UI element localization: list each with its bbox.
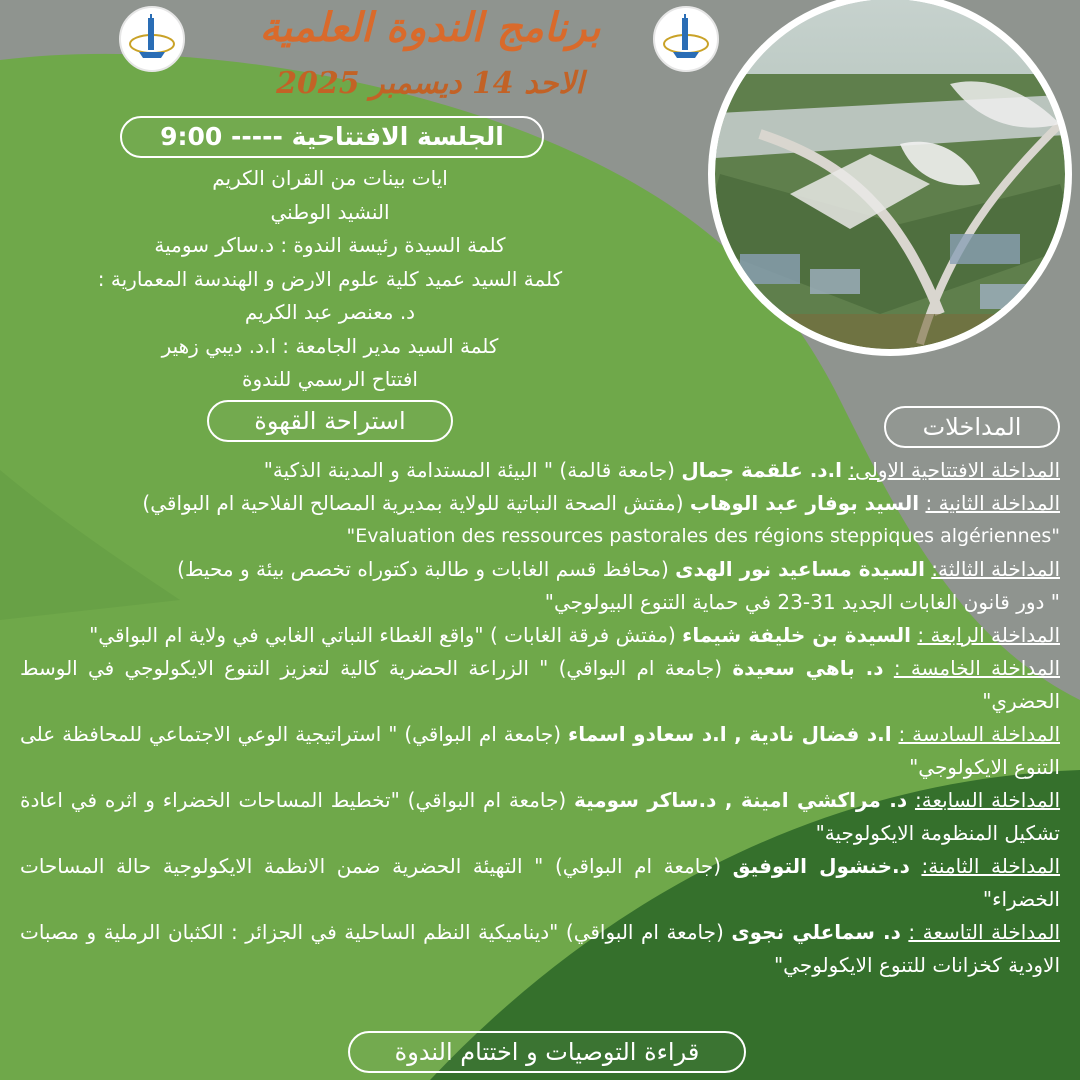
talk-details: (محافظ قسم الغابات و طالبة دكتوراه تخصص بيئة و محيط) [177, 557, 669, 581]
talk-speaker: د. باهي سعيدة [732, 656, 884, 680]
talk-speaker: ا.د. علقمة جمال [681, 458, 843, 482]
talk-details: (جامعة ام البواقي) " الزراعة الحضرية كالية لتعزيز التنوع الايكولوجي في الوسط الحضري" [20, 656, 1060, 713]
opening-item: النشيد الوطني [270, 199, 390, 224]
talk-item [20, 718, 1060, 784]
talk-item [20, 652, 1060, 718]
talk-heading: المداخلة التاسعة : [908, 920, 1060, 944]
opening-item: ايات بينات من القران الكريم [212, 166, 448, 190]
opening-item: كلمة السيد مدير الجامعة : ا.د. ديبي زهير [161, 333, 499, 358]
opening-item: د. معنصر عبد الكريم [244, 300, 416, 324]
university-logo-left [119, 6, 185, 72]
talk-heading: المداخلة الرابعة : [917, 623, 1060, 647]
talk-item [20, 487, 1060, 553]
talk-details: (جامعة ام البواقي) "تخطيط المساحات الخضراء و اثره في اعادة تشكيل المنظومة الايكولوجية" [20, 788, 1060, 845]
talk-title: " دور قانون الغابات الجديد 31-23 في حماية التنوع البيولوجي" [544, 590, 1060, 614]
talk-speaker: السيدة مساعيد نور الهدى [675, 557, 925, 581]
closing-label: قراءة التوصيات و اختتام الندوة [348, 1031, 746, 1073]
coffee-break-label: استراحة القهوة [207, 400, 453, 442]
talk-item [20, 850, 1060, 916]
talk-item [20, 784, 1060, 850]
talk-speaker: السيد بوفار عبد الوهاب [689, 491, 920, 515]
opening-item: افتتاح الرسمي للندوة [242, 367, 418, 391]
city-aerial-image [700, 0, 1080, 364]
talk-details: (جامعة ام البواقي) "ديناميكية النظم الساحلية في الجزائر : الكثبان الرملية و مصبات الاودية كخزانات للتنوع الايكولوجي" [20, 920, 1060, 977]
talk-item [20, 454, 1060, 487]
talk-speaker: ا.د فضال نادية , ا.د سعادو اسماء [567, 722, 892, 746]
talk-heading: المداخلة الثانية : [925, 491, 1060, 515]
talk-item [20, 553, 1060, 619]
talk-speaker: د. سماعلي نجوى [731, 920, 901, 944]
opening-session-list [40, 162, 620, 397]
talk-speaker: د. مراكشي امينة , د.ساكر سومية [574, 788, 908, 812]
talk-item [20, 619, 1060, 652]
talk-heading: المداخلة السادسة : [898, 722, 1061, 746]
talk-speaker: د.خنشول التوفيق [732, 854, 910, 878]
talk-heading: المداخلة الافتتاحية الاولى: [848, 458, 1060, 482]
talk-details: (جامعة قالمة) " البيئة المستدامة و المدينة الذكية" [263, 458, 675, 482]
talk-details: (جامعة ام البواقي) " التهيئة الحضرية ضمن الانظمة الايكولوجية حالة المساحات الخضراء" [20, 854, 1060, 911]
talk-heading: المداخلة الثالثة: [931, 557, 1060, 581]
opening-item: كلمة السيدة رئيسة الندوة : د.ساكر سومية [154, 233, 506, 257]
talk-heading: المداخلة الخامسة : [893, 656, 1061, 680]
talk-details: (مفتش فرقة الغابات ) "واقع الغطاء النباتي الغابي في ولاية ام البواقي" [89, 623, 676, 647]
program-title: برنامج الندوة العلمية [259, 4, 601, 51]
talk-details: (مفتش الصحة النباتية للولاية بمديرية المصالح الفلاحية ام البواقي) [142, 491, 684, 515]
talks-list [20, 454, 1060, 982]
university-logo-right [653, 6, 719, 72]
talk-item [20, 916, 1060, 982]
talk-heading: المداخلة السابعة: [914, 788, 1061, 812]
talk-heading: المداخلة الثامنة: [921, 854, 1061, 878]
talks-section-label: المداخلات [884, 406, 1060, 448]
opening-item: كلمة السيد عميد كلية علوم الارض و الهندسة المعمارية : [97, 266, 563, 291]
event-date: الاحد 14 ديسمبر 2025 [276, 66, 584, 101]
opening-session-label: الجلسة الافتتاحية ----- 9:00 [120, 116, 544, 158]
talk-title-french: "Evaluation des ressources pastorales des régions steppiques algériennes" [346, 525, 1060, 547]
talk-details: (جامعة ام البواقي) " استراتيجية الوعي الاجتماعي للمحافظة على التنوع الايكولوجي" [20, 722, 1060, 779]
talk-speaker: السيدة بن خليفة شيماء [682, 623, 912, 647]
